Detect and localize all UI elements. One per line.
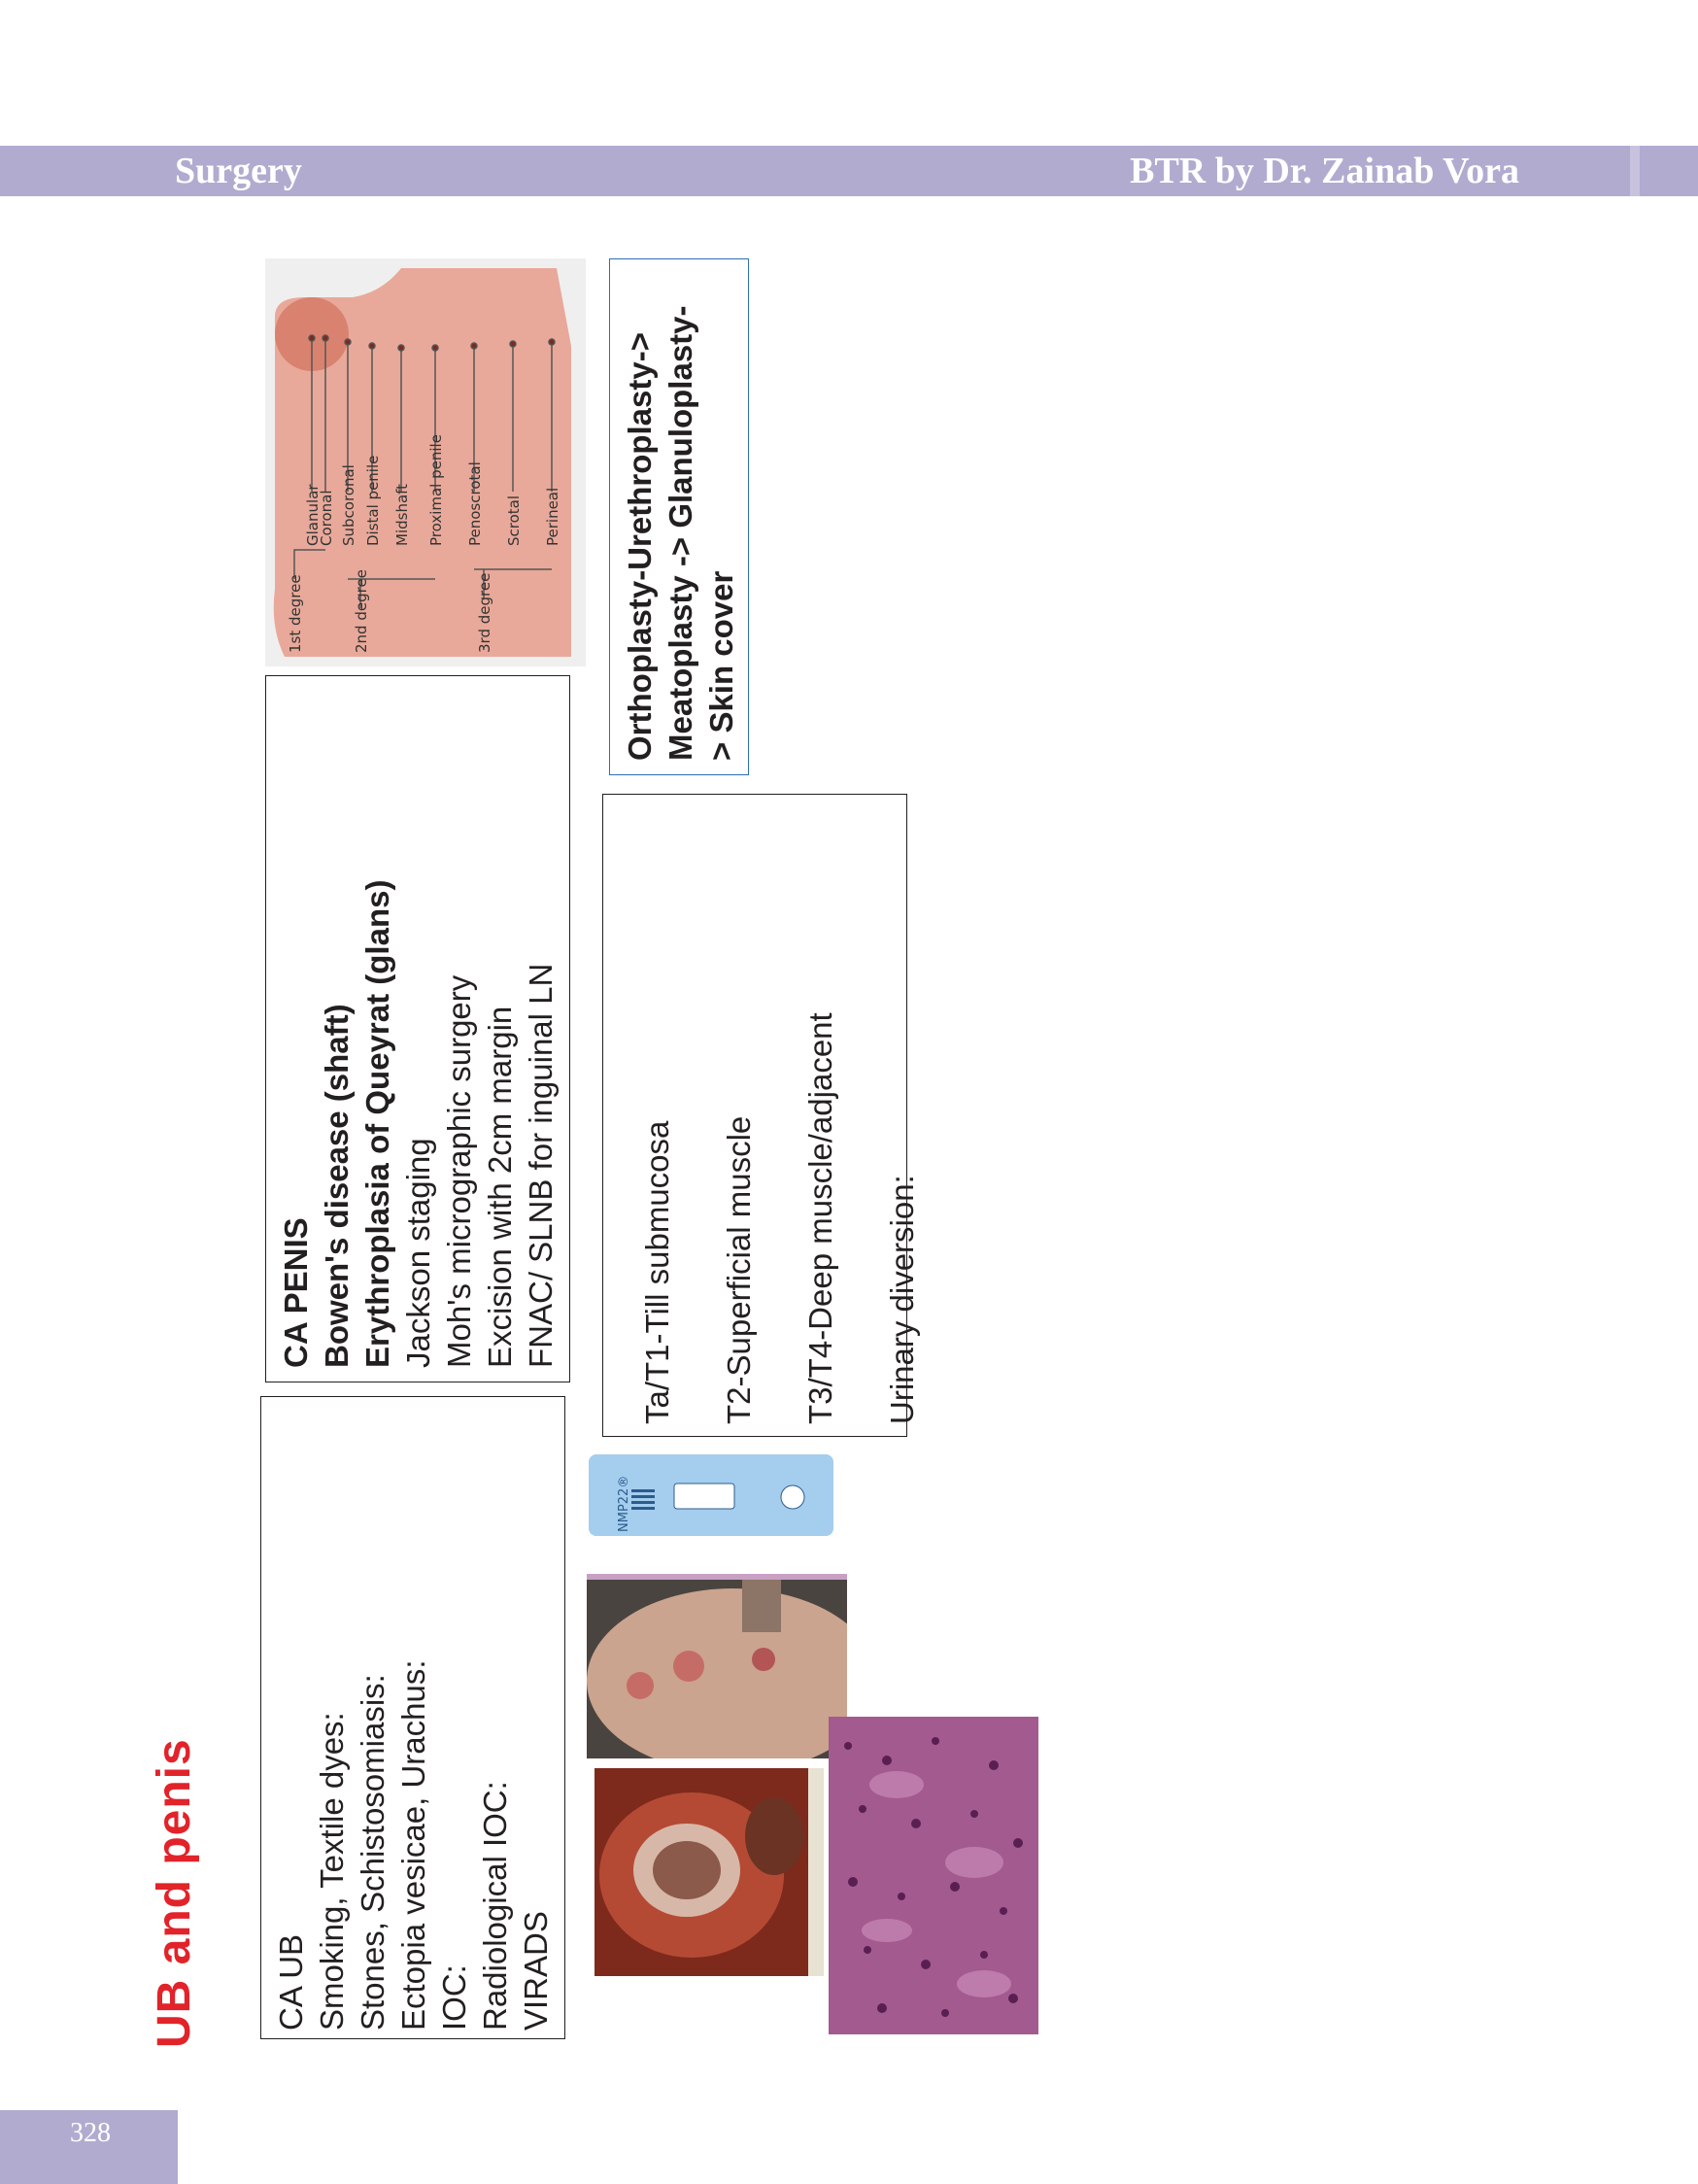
diagram-label: Glanular: [304, 484, 322, 546]
header-stripe: [1630, 146, 1640, 196]
diagram-label: Penoscrotal: [466, 461, 484, 546]
ca-ub-line: Radiological IOC:: [477, 1781, 513, 2030]
repair-text: [620, 305, 742, 761]
diagram-label: Scrotal: [505, 495, 523, 546]
diagram-label: Distal penile: [364, 455, 382, 546]
staging-box: [602, 794, 920, 1437]
staging-text: [617, 1012, 943, 1424]
header-author: BTR by Dr. Zainab Vora: [1130, 151, 1519, 191]
staging-line: Urinary diversion:: [884, 1175, 920, 1424]
diagram-label: Subcoronal: [340, 464, 357, 546]
ca-penis-line: Excision with 2cm margin: [482, 1006, 518, 1368]
nmp22-label: NMP22®: [617, 1475, 631, 1532]
ca-ub-line: VIRADS: [518, 1911, 554, 2030]
ca-penis-text: [276, 880, 561, 1368]
repair-line: > Skin cover: [703, 570, 739, 761]
staging-line: T2-Superficial muscle: [721, 1115, 757, 1424]
nmp22-test-strip: [589, 1454, 833, 1536]
diagram-degree: 2nd degree: [353, 569, 370, 653]
ca-penis-heading: CA PENIS: [278, 1217, 314, 1368]
ca-penis-line: Erythroplasia of Queyrat (glans): [359, 879, 395, 1368]
ca-ub-line: Smoking, Textile dyes:: [314, 1712, 350, 2030]
scalp-lesions-photo: [587, 1574, 847, 1758]
ca-penis-line: Moh's micrographic surgery: [441, 974, 477, 1368]
diagram-degree: 3rd degree: [476, 572, 493, 653]
ca-penis-line: FNAC/ SLNB for inguinal LN: [523, 963, 559, 1368]
ca-ub-text: [271, 1659, 557, 2030]
ca-ub-line: IOC:: [436, 1964, 472, 2030]
ca-ub-line: Ectopia vesicae, Urachus:: [395, 1659, 431, 2030]
diagram-label: Coronal: [318, 490, 335, 546]
bladder-specimen-photo-svg: [594, 1768, 824, 1976]
ca-ub-line: CA UB: [273, 1933, 309, 2030]
repair-box: [609, 258, 749, 775]
staging-line: T3/T4-Deep muscle/adjacent: [802, 1012, 838, 1424]
diagram-label: Perineal: [544, 487, 561, 546]
ca-ub-line: Stones, Schistosomiasis:: [355, 1674, 391, 2030]
repair-line: Orthoplasty-Urethroplasty->: [622, 332, 658, 761]
histology-photo: [829, 1717, 1038, 2034]
bladder-specimen-photo: [594, 1768, 824, 1976]
diagram-label: Midshaft: [393, 483, 411, 546]
scalp-lesions-photo-svg: [587, 1574, 847, 1758]
ca-penis-box: [265, 675, 570, 1382]
repair-line: Meatoplasty -> Glanuloplasty-: [662, 305, 698, 761]
diagram-degree: 1st degree: [287, 574, 304, 653]
nmp22-test-strip-svg: [589, 1454, 833, 1536]
diagram-label: Proximal penile: [427, 434, 445, 546]
histology-photo-svg: [829, 1717, 1038, 2034]
page-number: 328: [70, 2118, 111, 2148]
header-bar: [0, 146, 1698, 196]
ca-ub-box: [260, 1396, 565, 2039]
hypospadias-diagram-svg: [265, 258, 586, 666]
page-number-box: [0, 2110, 178, 2184]
hypospadias-diagram: [265, 258, 586, 666]
section-title: UB and penis: [149, 1738, 200, 2048]
ca-penis-line: Bowen's disease (shaft): [319, 1004, 355, 1368]
staging-line: Ta/T1-Till submucosa: [639, 1120, 675, 1424]
header-subject: Surgery: [175, 151, 302, 191]
ca-penis-line: Jackson staging: [400, 1138, 436, 1368]
